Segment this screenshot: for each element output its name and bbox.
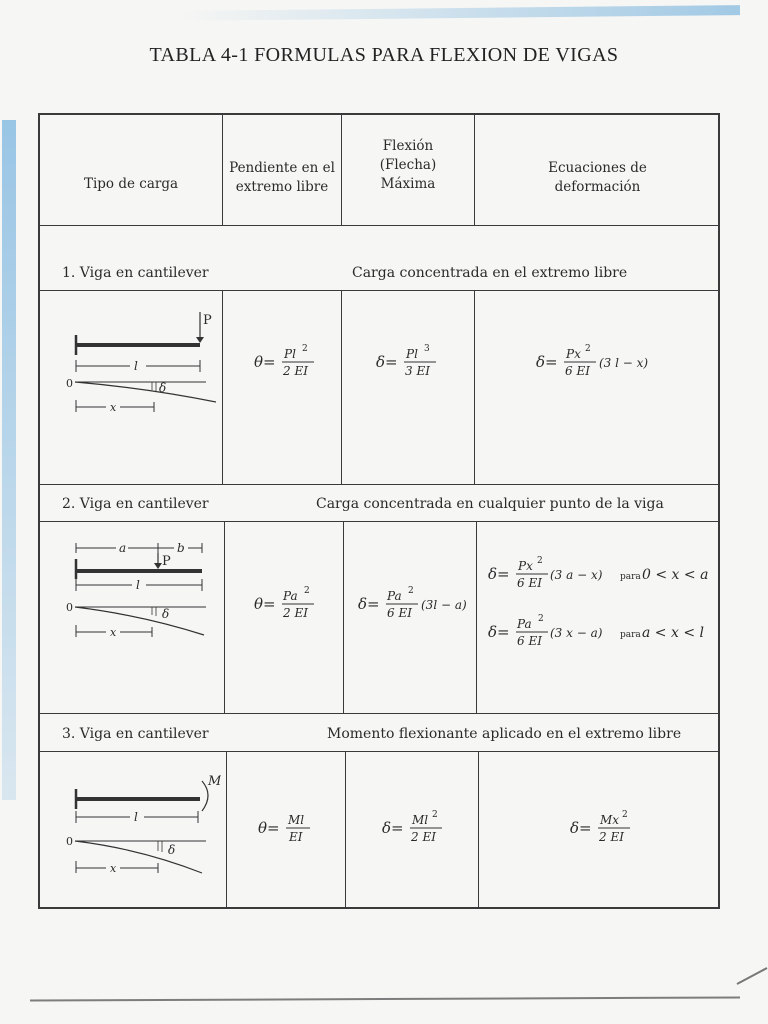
formula-numerator: Pa xyxy=(387,589,402,603)
pencil-mark xyxy=(737,967,768,985)
load-label-p: P xyxy=(162,554,171,569)
formula-lhs: δ= xyxy=(536,353,558,371)
formula-denominator: 6 EI xyxy=(517,634,542,648)
col-divider-2 xyxy=(343,521,344,713)
case1-load: Carga concentrada en el extremo libre xyxy=(352,265,628,281)
formula-tail: (3l − a) xyxy=(421,598,467,612)
formula-exponent: 2 xyxy=(538,614,544,624)
formula-lhs: δ= xyxy=(376,353,398,371)
formula-numerator: Px xyxy=(566,347,581,361)
deflection-label-delta: δ xyxy=(159,381,167,395)
header-pendiente-line2: extremo libre xyxy=(235,179,329,195)
formula-condition: a < x < l xyxy=(642,625,704,641)
formula-denominator: 2 EI xyxy=(599,830,624,844)
deflection-label-delta: δ xyxy=(162,607,170,621)
formula-numerator: Pl xyxy=(284,347,296,361)
case2-slope-formula xyxy=(250,585,330,625)
formula-exponent: 2 xyxy=(585,344,591,354)
case1-beam-diagram xyxy=(66,310,216,420)
formula-exponent: 2 xyxy=(304,586,310,596)
col-divider-1 xyxy=(224,521,225,713)
col-divider-2 xyxy=(345,751,346,909)
formula-tail: (3 x − a) xyxy=(550,626,603,640)
header-flexion-line3: Máxima xyxy=(380,176,436,192)
case2-load: Carga concentrada en cualquier punto de la viga xyxy=(316,496,664,512)
header-tipo-de-carga: Tipo de carga xyxy=(83,176,179,192)
case3-type: 3. Viga en cantilever xyxy=(62,726,209,742)
formula-numerator: Ml xyxy=(288,813,305,827)
formula-numerator: Ml xyxy=(412,813,429,827)
page-edge-left xyxy=(2,120,16,800)
position-label-x: x xyxy=(110,401,117,414)
page-edge-top xyxy=(180,5,740,21)
page-edge-bottom xyxy=(30,996,740,1001)
case2-type: 2. Viga en cantilever xyxy=(62,496,209,512)
case2-bottom-divider xyxy=(40,713,720,714)
case1-slope-formula xyxy=(250,343,330,383)
case3-load: Momento flexionante aplicado en el extremo libre xyxy=(327,726,682,742)
formula-lhs: δ= xyxy=(570,819,592,837)
case3-deformation-equation xyxy=(566,809,656,849)
header-flexion-line2: (Flecha) xyxy=(379,157,437,173)
formula-lhs: δ= xyxy=(358,595,380,613)
formula-denominator: EI xyxy=(289,830,303,844)
col-divider-3 xyxy=(474,290,475,484)
case1-deformation-equation xyxy=(532,343,662,383)
dimension-label-a: a xyxy=(119,541,127,555)
formula-numerator: Px xyxy=(518,559,533,573)
formula-exponent: 2 xyxy=(302,344,308,354)
moment-label-m: M xyxy=(208,774,221,789)
load-label-p: P xyxy=(203,313,212,328)
case2-deflection-formula xyxy=(354,585,472,625)
length-label-l: l xyxy=(136,578,140,592)
header-divider xyxy=(40,225,720,226)
formula-denominator: 6 EI xyxy=(517,576,542,590)
formula-exponent: 2 xyxy=(408,586,414,596)
origin-label: 0 xyxy=(66,377,73,390)
formula-lhs: δ= xyxy=(382,819,404,837)
formula-lhs: δ= xyxy=(488,565,510,583)
formula-denominator: 3 EI xyxy=(405,364,430,378)
length-label-l: l xyxy=(134,810,138,824)
case1-deflection-formula xyxy=(372,343,452,383)
formula-condition-word: para xyxy=(620,572,641,582)
case1-bottom-divider xyxy=(40,484,720,485)
case3-beam-diagram xyxy=(66,769,221,884)
formula-denominator: 2 EI xyxy=(283,606,308,620)
formula-denominator: 6 EI xyxy=(565,364,590,378)
col-divider-1 xyxy=(226,751,227,909)
formula-denominator: 6 EI xyxy=(387,606,412,620)
origin-label: 0 xyxy=(66,835,73,848)
formula-numerator: Pa xyxy=(517,617,532,631)
formula-lhs: δ= xyxy=(488,623,510,641)
position-label-x: x xyxy=(110,626,117,639)
position-label-x: x xyxy=(110,862,117,875)
page-title: TABLA 4-1 FORMULAS PARA FLEXION DE VIGAS xyxy=(149,44,619,66)
header-ecuaciones-line2: deformación xyxy=(554,179,641,195)
formula-lhs: θ= xyxy=(258,819,280,837)
header-ecuaciones xyxy=(475,159,720,197)
formula-exponent: 2 xyxy=(537,556,543,566)
formula-denominator: 2 EI xyxy=(411,830,436,844)
formula-numerator: Pl xyxy=(406,347,418,361)
formula-lhs: θ= xyxy=(254,353,276,371)
header-flexion xyxy=(342,137,474,194)
formula-tail: (3 l − x) xyxy=(599,356,649,370)
formula-tail: (3 a − x) xyxy=(550,568,603,582)
case3-title-divider xyxy=(40,751,720,752)
formula-exponent: 3 xyxy=(424,344,430,354)
formula-denominator: 2 EI xyxy=(283,364,308,378)
dimension-label-b: b xyxy=(177,541,185,555)
case1-type: 1. Viga en cantilever xyxy=(62,265,209,281)
formula-exponent: 2 xyxy=(622,810,628,820)
case1-title-divider xyxy=(40,290,720,291)
case2-title-divider xyxy=(40,521,720,522)
length-label-l: l xyxy=(134,359,138,373)
formula-condition-word: para xyxy=(620,630,641,640)
col-divider-3 xyxy=(476,521,477,713)
col-divider-1 xyxy=(222,290,223,484)
case2-beam-diagram xyxy=(66,539,216,654)
case3-slope-formula xyxy=(254,809,334,849)
header-flexion-line1: Flexión xyxy=(382,138,434,154)
formula-condition: 0 < x < a xyxy=(642,567,709,583)
col-divider-2 xyxy=(341,290,342,484)
case2-deformation-equation-1 xyxy=(484,555,718,595)
origin-label: 0 xyxy=(66,601,73,614)
case2-deformation-equation-2 xyxy=(484,613,718,653)
formula-numerator: Pa xyxy=(283,589,298,603)
header-pendiente xyxy=(223,159,341,197)
formula-lhs: θ= xyxy=(254,595,276,613)
formula-table xyxy=(38,113,720,909)
case3-deflection-formula xyxy=(378,809,458,849)
header-ecuaciones-line1: Ecuaciones de xyxy=(548,160,647,176)
deflection-label-delta: δ xyxy=(168,843,176,857)
formula-exponent: 2 xyxy=(432,810,438,820)
formula-numerator: Mx xyxy=(600,813,620,827)
col-divider-3 xyxy=(478,751,479,909)
header-pendiente-line1: Pendiente en el xyxy=(229,160,335,176)
